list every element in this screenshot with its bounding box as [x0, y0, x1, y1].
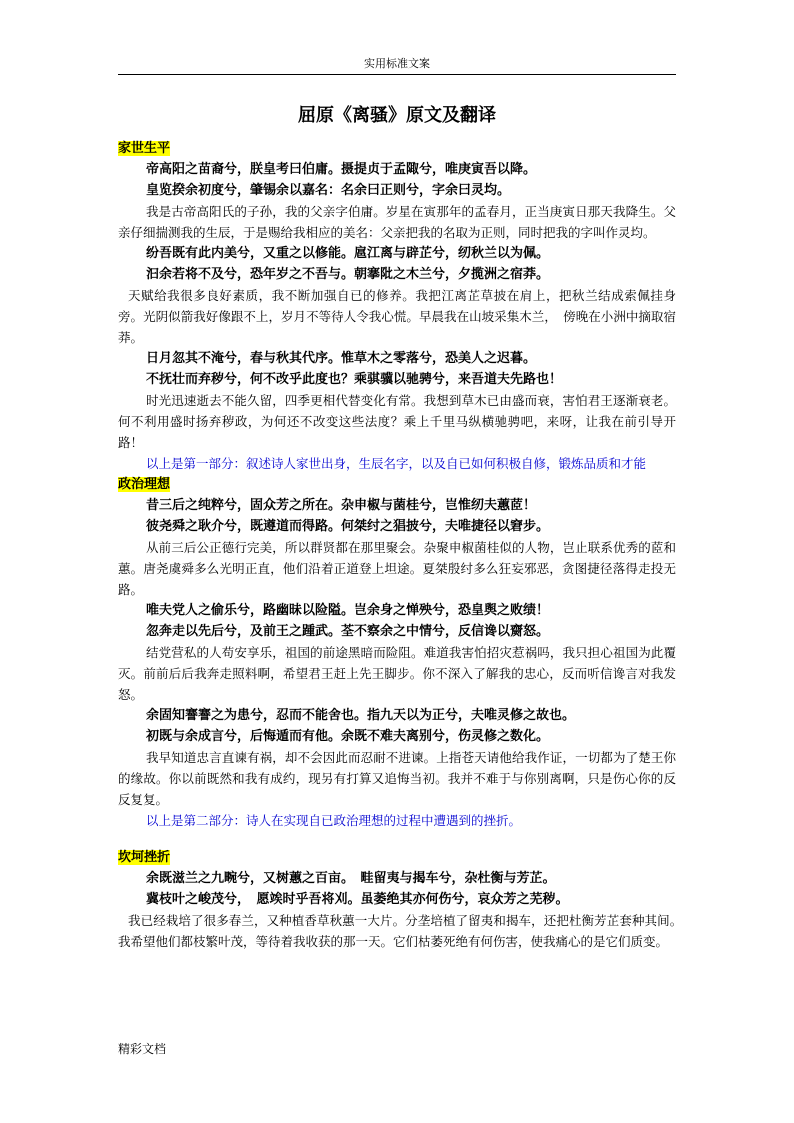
- original-line: 帝高阳之苗裔兮，朕皇考曰伯庸。摄提贞于孟陬兮，唯庚寅吾以降。: [146, 162, 537, 177]
- section-politics: [118, 474, 676, 831]
- translation-paragraph: 我早知道忠言直谏有祸，却不会因此而忍耐不进谏。上指苍天请他给我作证，一切都为了楚王你的缘故。你以前既然和我有成约，现另有打算又追悔当初。我并不难于与你别离啊，只是伤心你的反反复复。: [118, 750, 676, 807]
- translation-paragraph: 时光迅速逝去不能久留，四季更相代替变化有常。我想到草木已由盛而衰，害怕君王逐渐衰老。何不利用盛时扬弃秽政，为何还不改变这些法度？乘上千里马纵横驰骋吧，来呀，让我在前引导开路！: [118, 393, 676, 450]
- section-setbacks: [118, 847, 689, 952]
- section-summary: 以上是第一部分：叙述诗人家世出身，生辰名字，以及自已如何积极自修，锻炼品质和才能: [146, 456, 647, 471]
- page-header: 实用标准文案: [364, 57, 430, 70]
- translation-paragraph: 从前三后公正德行完美，所以群贤都在那里聚会。杂聚申椒菌桂似的人物，岂止联系优秀的茝和蕙。唐尧虞舜多么光明正直，他们沿着正道登上坦途。夏桀殷纣多么狂妄邪恶，贪图捷径落得走投无路。: [118, 540, 676, 597]
- section-heading: 政治理想: [118, 477, 171, 492]
- original-line: 不抚壮而弃秽兮，何不改乎此度也？乘骐骥以驰骋兮，来吾道夫先路也！: [146, 372, 563, 387]
- translation-paragraph: 天赋给我很多良好素质，我不断加强自已的修养。我把江离芷草披在肩上，把秋兰结成索佩挂身旁。光阴似箭我好像跟不上，岁月不等待人令我心慌。早晨我在山坡采集木兰， 傍晚在小洲中摘取宿莽。: [118, 288, 676, 345]
- original-line: 昔三后之纯粹兮，固众芳之所在。杂申椒与菌桂兮，岂惟纫夫蕙茝！: [146, 498, 537, 513]
- section-heading: 家世生平: [118, 141, 171, 156]
- original-line: 纷吾既有此内美兮，又重之以修能。扈江离与辟芷兮，纫秋兰以为佩。: [146, 246, 550, 261]
- page-footer: 精彩文档: [118, 1042, 167, 1056]
- section-gap: [118, 831, 676, 847]
- translation-paragraph: 我是古帝高阳氏的子孙，我的父亲字伯庸。岁星在寅那年的孟春月，正当庚寅日那天我降生。父亲仔细揣测我的生辰，于是赐给我相应的美名：父亲把我的名取为正则，同时把我的字叫作灵均。: [118, 204, 676, 240]
- document-body: [118, 138, 689, 952]
- header-divider: [118, 74, 676, 75]
- original-line: 冀枝叶之峻茂兮， 愿竢时乎吾将刈。虽萎绝其亦何伤兮，哀众芳之芜秽。: [146, 892, 569, 907]
- translation-paragraph: 我已经栽培了很多春兰，又种植香草秋蕙一大片。分垄培植了留夷和揭车，还把杜衡芳芷套种其间。 我希望他们都枝繁叶茂，等待着我收获的那一天。它们枯萎死绝有何伤害，使我痛心的是它们质变。: [118, 913, 689, 949]
- section-family: [118, 138, 676, 474]
- original-line: 忽奔走以先后兮，及前王之踵武。荃不察余之中情兮，反信谗以齌怒。: [146, 624, 550, 639]
- original-line: 余既滋兰之九畹兮，又树蕙之百亩。 畦留夷与揭车兮，杂杜衡与芳芷。: [146, 871, 556, 886]
- original-line: 日月忽其不淹兮，春与秋其代序。惟草木之零落兮，恐美人之迟暮。: [146, 351, 537, 366]
- document-title: 屈原《离骚》原文及翻译: [298, 105, 496, 126]
- translation-paragraph: 结党营私的人苟安享乐，祖国的前途黑暗而险阻。难道我害怕招灾惹祸吗，我只担心祖国为此覆灭。前前后后我奔走照料啊，希望君王赶上先王脚步。你不深入了解我的忠心，反而听信谗言对我发怒。: [118, 645, 676, 702]
- section-heading: 坎坷挫折: [118, 850, 171, 865]
- original-line: 汩余若将不及兮，恐年岁之不吾与。朝搴阰之木兰兮，夕揽洲之宿莽。: [146, 267, 550, 282]
- original-line: 彼尧舜之耿介兮，既遵道而得路。何桀纣之猖披兮，夫唯捷径以窘步。: [146, 519, 550, 534]
- section-summary: 以上是第二部分：诗人在实现自已政治理想的过程中遭遇到的挫折。: [146, 813, 522, 828]
- original-line: 皇览揆余初度兮，肇锡余以嘉名：名余曰正则兮，字余曰灵均。: [146, 183, 511, 198]
- original-line: 余固知謇謇之为患兮，忍而不能舍也。指九天以为正兮，夫唯灵修之故也。: [146, 708, 576, 723]
- original-line: 初既与余成言兮，后悔遁而有他。余既不难夫离别兮，伤灵修之数化。: [146, 729, 550, 744]
- original-line: 唯夫党人之偷乐兮，路幽昧以险隘。岂余身之惮殃兮，恐皇舆之败绩！: [146, 603, 550, 618]
